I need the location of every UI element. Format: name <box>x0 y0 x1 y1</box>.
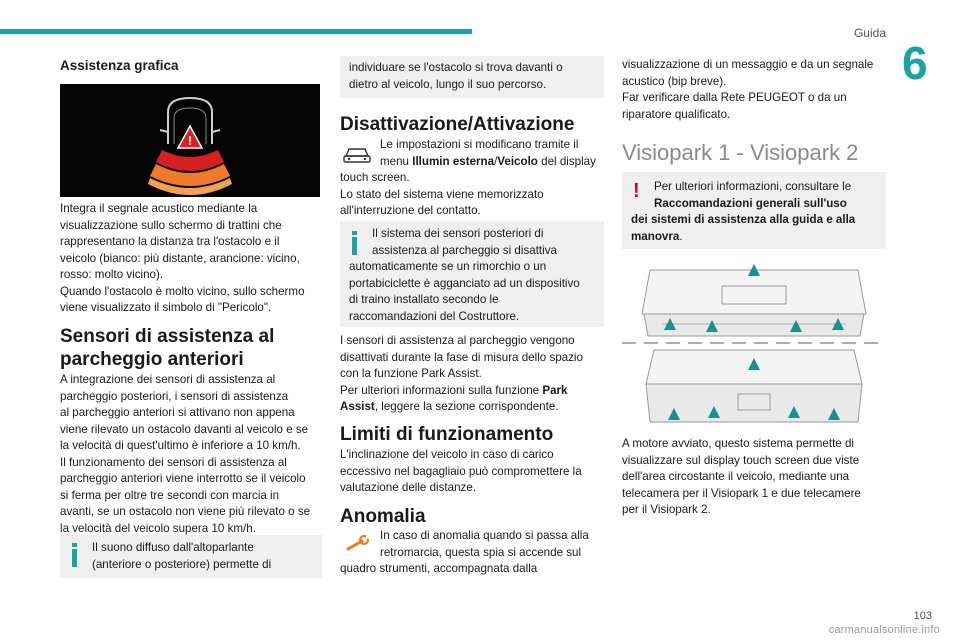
info-note-continued: individuare se l'ostacolo si trova davanti o dietro al veicolo, lungo il suo percorso. <box>340 56 604 98</box>
heading-front-sensors: Sensori di assistenza al parcheggio anteriori <box>60 326 275 370</box>
parking-display-drawing <box>60 84 320 197</box>
parking-display-image <box>60 84 320 197</box>
watermark: carmanualsonline.info <box>828 624 940 636</box>
info-note-speaker: Il suono diffuso dall'altoparlante (anteriore o posteriore) permette di <box>60 535 322 578</box>
paragraph-settings-menu: Le impostazioni si modificano tramite il menu Illumin esterna/Veicolo del display <box>380 138 596 168</box>
heading-anomalia: Anomalia <box>340 506 426 527</box>
heading-limiti: Limiti di funzionamento <box>340 424 554 445</box>
paragraph-visiopark: A motore avviato, questo sistema permette di visualizzare sul display touch screen due viste dell'area circostante il veicolo, mediante una telecamera per il Visiopark 1 e due telecamere per il Visiopark 2. <box>622 437 861 516</box>
paragraph-limiti: L'inclinazione del veicolo in caso di carico eccessivo nel bagagliaio può compromettere la valutazione delle distanze. <box>340 448 582 494</box>
heading-assistenza-grafica: Assistenza grafica <box>60 58 179 73</box>
paragraph-graphic-assist: Integra il segnale acustico mediante la visualizzazione sullo schermo di trattini che rappresentano la distanza tra l'ostacolo e il veicolo (bianco: più distante, arancione: vicino, rosso: molto vicino). Quando l'ostacolo è molto vicino, sullo schermo viene visualizzato il simbolo di "Pericolo". <box>60 202 305 314</box>
warning-icon: ! <box>633 180 640 202</box>
sensor-location-image <box>622 256 886 432</box>
wrench-warning-icon <box>340 532 374 556</box>
info-note-trailer: Il sistema dei sensori posteriori di assistenza al parcheggio si disattiva automaticamente se un rimorchio o un portabiciclette è agganciato ad un dispositivo di traino installato secondo le raccomandazioni del Costruttore. <box>340 221 604 327</box>
chapter-number: 6 <box>902 37 928 89</box>
page-number: 103 <box>913 610 932 622</box>
heading-disattivazione: Disattivazione/Attivazione <box>340 114 575 135</box>
info-icon <box>72 549 77 567</box>
paragraph-touch-screen: touch screen. Lo stato del sistema viene memorizzato all'interruzione del contatto. <box>340 171 544 217</box>
paragraph-anomalia-1: In caso di anomalia quando si passa alla retromarcia, questa spia si accende sul <box>380 529 589 559</box>
section-title: Guida <box>853 26 886 40</box>
car-settings-icon <box>340 142 374 166</box>
paragraph-anomalia-2: quadro strumenti, accompagnata dalla <box>340 562 538 575</box>
heading-visiopark: Visiopark 1 - Visiopark 2 <box>622 140 859 165</box>
paragraph-park-assist: I sensori di assistenza al parcheggio vengono disattivati durante la fase di misura dello spazio con la funzione Park Assist. Per ulteriori informazioni sulla funzione Park Assist, leggere la sezione corrispondente. <box>340 334 583 413</box>
header-accent-bar <box>0 29 472 34</box>
warning-note-visiopark: ! Per ulteriori informazioni, consultare le Raccomandazioni generali sull'uso dei sistemi di assistenza alla guida e alla manovra. <box>622 172 886 249</box>
paragraph-front-sensors: A integrazione dei sensori di assistenza al parcheggio posteriori, i sensori di assistenza al parcheggio anteriori si attivano non appena viene rilevato un ostacolo davanti al veicolo e se la velocità di quest'ultimo è inferiore a 10 km/h. Il funzionamento dei sensori di assistenza al parcheggio anteriori viene interrotto se il veicolo si ferma per oltre tre secondi con marcia in avanti, se un ostacolo non viene più rilevato o se la velocità del veicolo supera 10 km/h. <box>60 373 311 535</box>
svg-text:!: ! <box>187 133 193 148</box>
sensor-location-drawing <box>622 256 886 432</box>
paragraph-anomalia-cont: visualizzazione di un messaggio e da un segnale acustico (bip breve). Far verificare dalla Rete PEUGEOT o da un riparatore qualificato. <box>622 58 874 121</box>
